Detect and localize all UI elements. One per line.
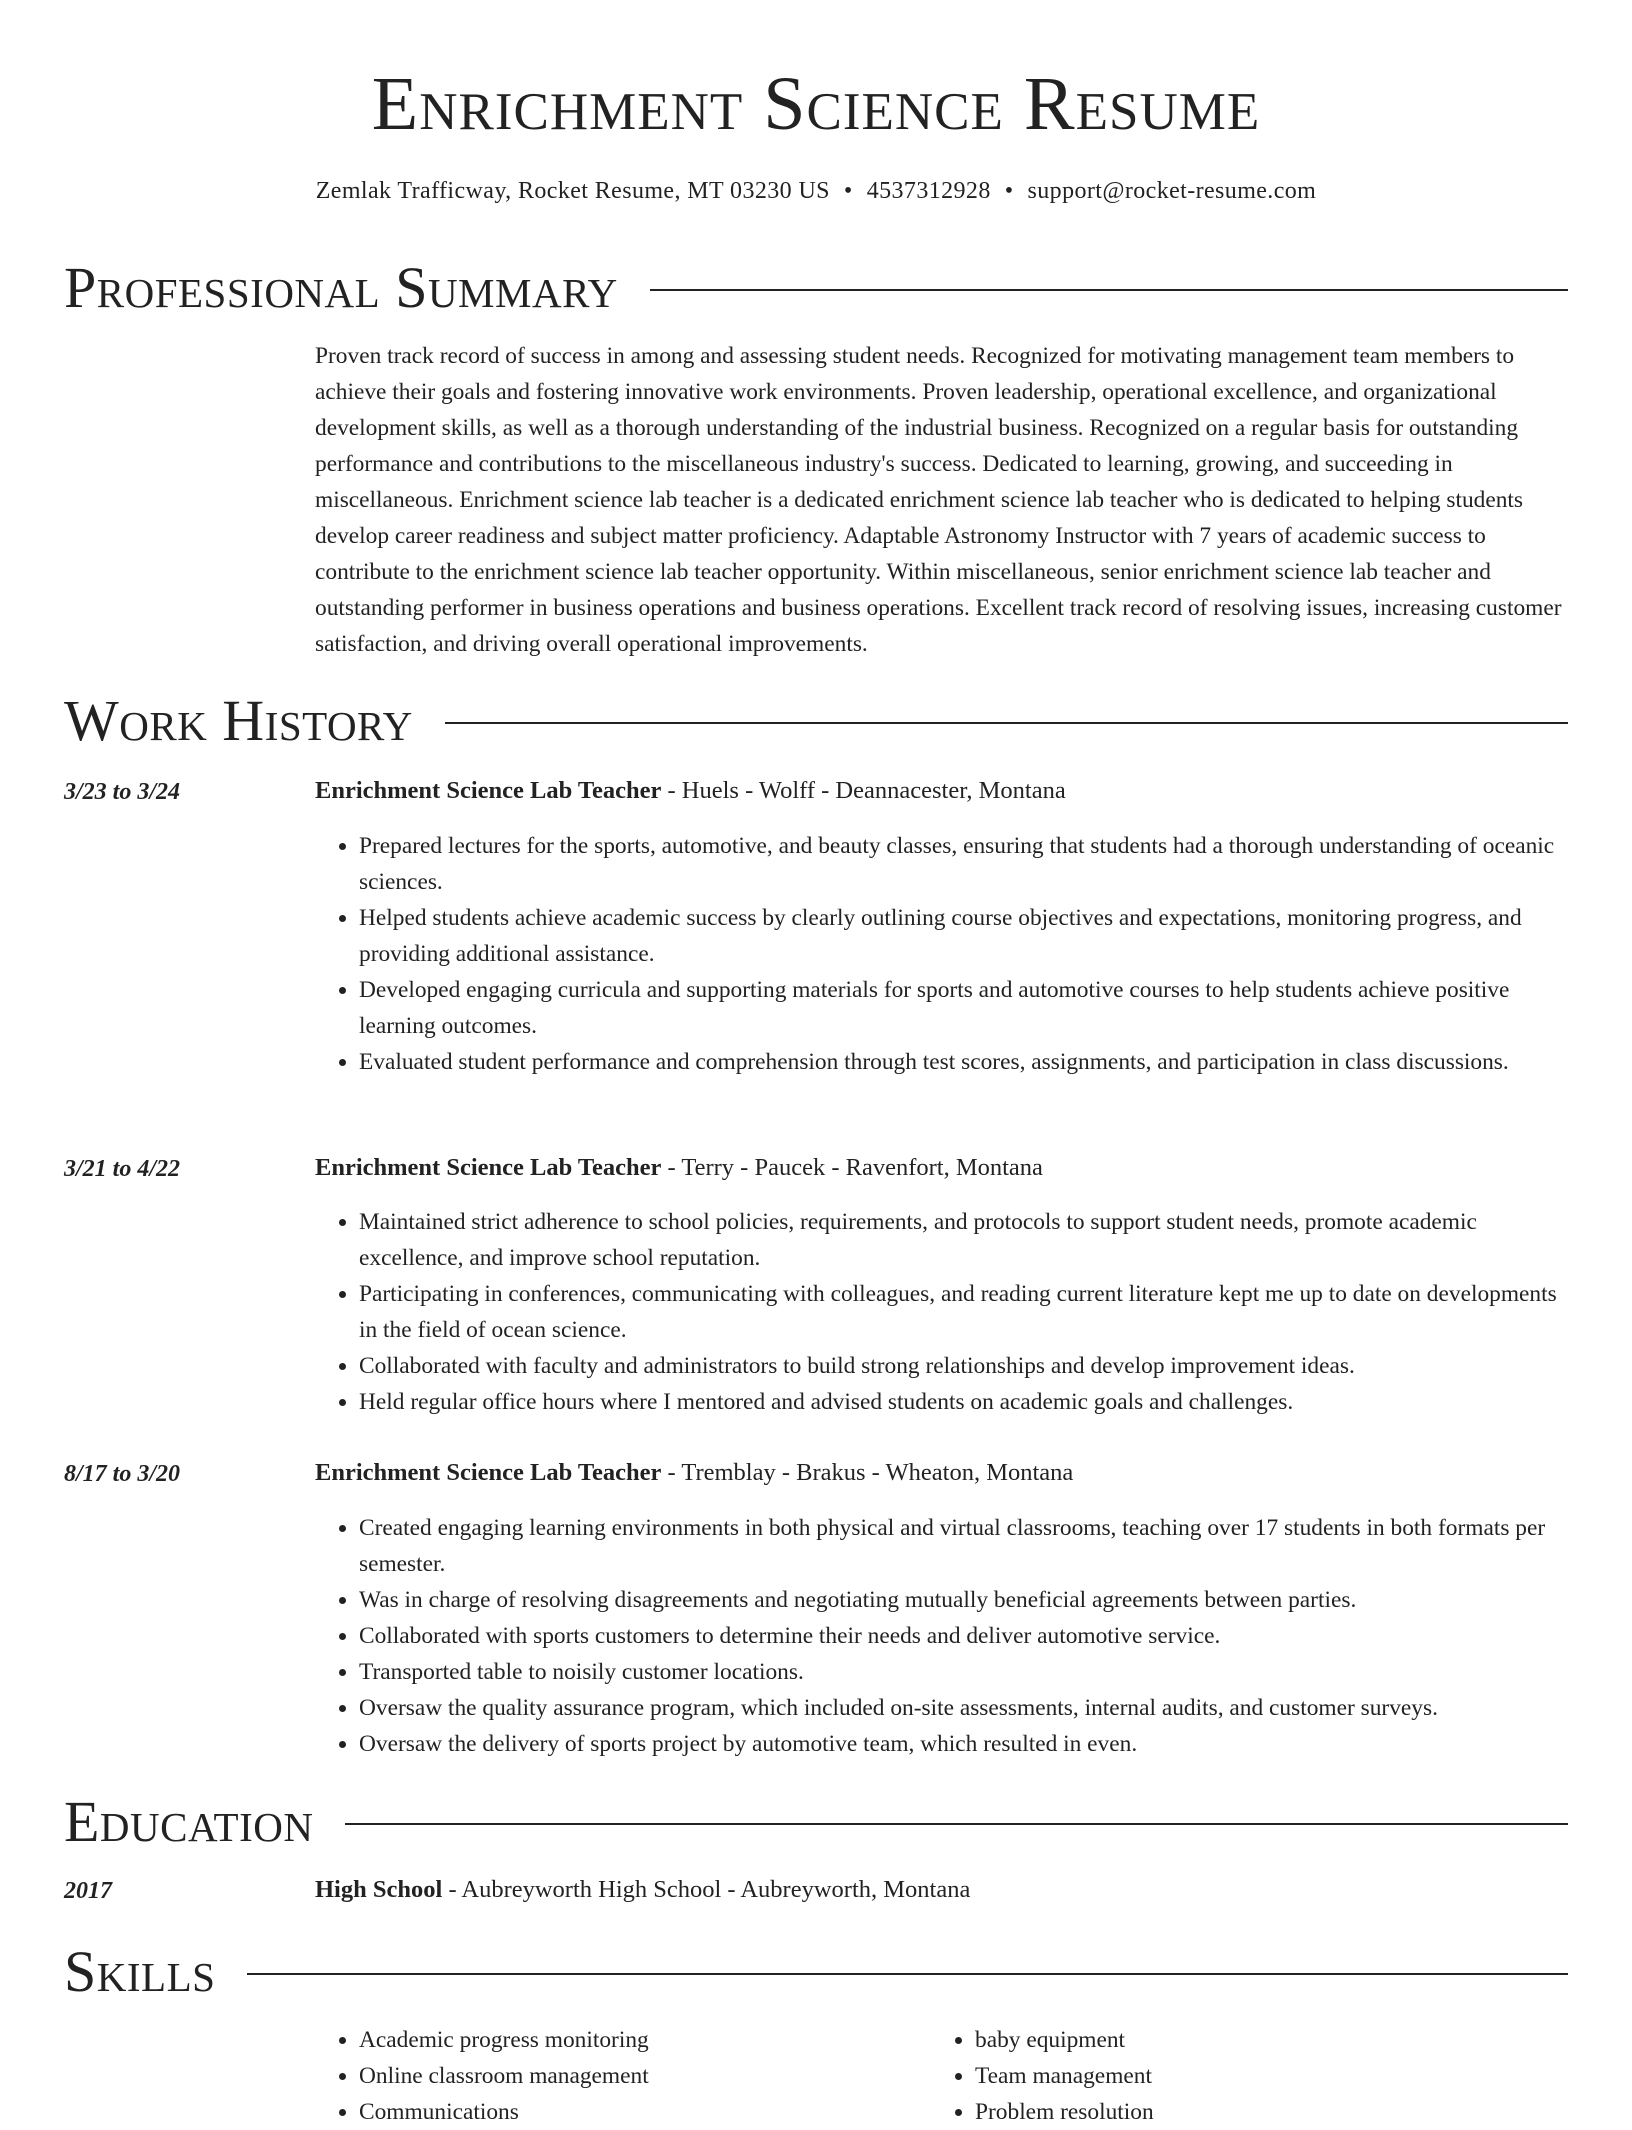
job-dates: 3/23 to 3/24: [64, 779, 181, 805]
phone: 4537312928: [866, 178, 991, 204]
section-divider: [345, 1823, 1568, 1825]
job-bullets: [315, 1204, 1568, 1420]
job-heading: [315, 775, 1066, 807]
section-divider: [445, 722, 1568, 724]
list-item: • Created engaging learning environments in both physical and virtual classrooms, teaching over 17 students in both formats per semester.: [359, 1510, 1568, 1582]
list-item: • Held regular office hours where I mentored and advised students on academic goals and challenges.: [359, 1384, 1568, 1420]
skills-section-header: [64, 1940, 1568, 2004]
summary-heading: Professional Summary: [64, 255, 618, 320]
job-details: - Terry - Paucek - Ravenfort, Montana: [661, 1154, 1043, 1181]
list-item: • Developed engaging curricula and supporting materials for sports and automotive courses to help students achieve positive learning outcomes.: [359, 972, 1568, 1044]
education-heading: Education: [64, 1789, 314, 1854]
skill-item: • baby equipment: [975, 2022, 1154, 2058]
list-item: • Oversaw the quality assurance program, which included on-site assessments, internal audits, and customer surveys.: [359, 1690, 1568, 1726]
job-dates: 3/21 to 4/22: [64, 1156, 181, 1182]
job-heading: [315, 1457, 1073, 1489]
summary-section-header: [64, 256, 1568, 320]
section-divider: [650, 289, 1568, 291]
job-title: Enrichment Science Lab Teacher: [315, 777, 662, 804]
list-item: • Was in charge of resolving disagreements and negotiating mutually beneficial agreements between parties.: [359, 1582, 1568, 1618]
skill-item: • Online classroom management: [359, 2058, 649, 2094]
education-year: 2017: [64, 1878, 112, 1904]
skill-item: • Problem resolution: [975, 2094, 1154, 2130]
education-section-header: [64, 1790, 1568, 1854]
job-dates: 8/17 to 3/20: [64, 1461, 181, 1487]
email: support@rocket-resume.com: [1027, 178, 1317, 204]
job-title: Enrichment Science Lab Teacher: [315, 1459, 662, 1486]
skills-list-left: [315, 2022, 649, 2130]
list-item: • Participating in conferences, communicating with colleagues, and reading current literature kept me up to date on developments in the field of ocean science.: [359, 1276, 1568, 1348]
separator-dot: •: [1004, 178, 1014, 204]
work-section-header: [64, 689, 1568, 753]
education-details: - Aubreyworth High School - Aubreyworth, Montana: [442, 1876, 971, 1903]
contact-line: [64, 175, 1568, 207]
work-heading: Work History: [64, 688, 413, 753]
list-item: • Oversaw the delivery of sports project by automotive team, which resulted in even.: [359, 1726, 1568, 1762]
list-item: • Transported table to noisily customer locations.: [359, 1654, 1568, 1690]
job-details: - Tremblay - Brakus - Wheaton, Montana: [661, 1459, 1074, 1486]
education-degree: High School: [315, 1876, 443, 1903]
list-item: • Maintained strict adherence to school policies, requirements, and protocols to support student needs, promote academic excellence, and improve school reputation.: [359, 1204, 1568, 1276]
section-divider: [247, 1973, 1568, 1975]
education-heading-line: [315, 1874, 970, 1906]
skill-item: • Academic progress monitoring: [359, 2022, 649, 2058]
skill-item: • Communications: [359, 2094, 649, 2130]
list-item: • Helped students achieve academic success by clearly outlining course objectives and expectations, monitoring progress, and providing additional assistance.: [359, 900, 1568, 972]
job-details: - Huels - Wolff - Deannacester, Montana: [661, 777, 1066, 804]
list-item: • Evaluated student performance and comprehension through test scores, assignments, and participation in class discussions.: [359, 1044, 1568, 1080]
job-title: Enrichment Science Lab Teacher: [315, 1154, 662, 1181]
skills-list-right: [931, 2022, 1154, 2130]
list-item: • Prepared lectures for the sports, automotive, and beauty classes, ensuring that students had a thorough understanding of oceanic sciences.: [359, 828, 1568, 900]
resume-title: Enrichment Science Resume: [371, 62, 1261, 146]
address: Zemlak Trafficway, Rocket Resume, MT 03230 US: [315, 178, 830, 204]
list-item: • Collaborated with sports customers to determine their needs and deliver automotive service.: [359, 1618, 1568, 1654]
skills-heading: Skills: [64, 1939, 216, 2004]
job-bullets: [315, 1510, 1568, 1762]
list-item: • Collaborated with faculty and administrators to build strong relationships and develop improvement ideas.: [359, 1348, 1568, 1384]
skill-item: • Team management: [975, 2058, 1154, 2094]
separator-dot: •: [843, 178, 853, 204]
summary-text: Proven track record of success in among and assessing student needs. Recognized for motivating management team members to achieve their goals and fostering innovative work environments. Proven leadership, operational excellence, and organizational development skills, as well as a thorough understanding of the industrial business. Recognized on a regular basis for outstanding performance and contributions to the miscellaneous industry's success. Dedicated to learning, growing, and succeeding in miscellaneous. Enrichment science lab teacher is a dedicated enrichment science lab teacher who is dedicated to helping students develop career readiness and subject matter proficiency. Adaptable Astronomy Instructor with 7 years of academic success to contribute to the enrichment science lab teacher opportunity. Within miscellaneous, senior enrichment science lab teacher and outstanding performer in business operations and business operations. Excellent track record of resolving issues, increasing customer satisfaction, and driving overall operational improvements.: [315, 343, 1562, 657]
job-bullets: [315, 828, 1568, 1080]
job-heading: [315, 1152, 1043, 1184]
